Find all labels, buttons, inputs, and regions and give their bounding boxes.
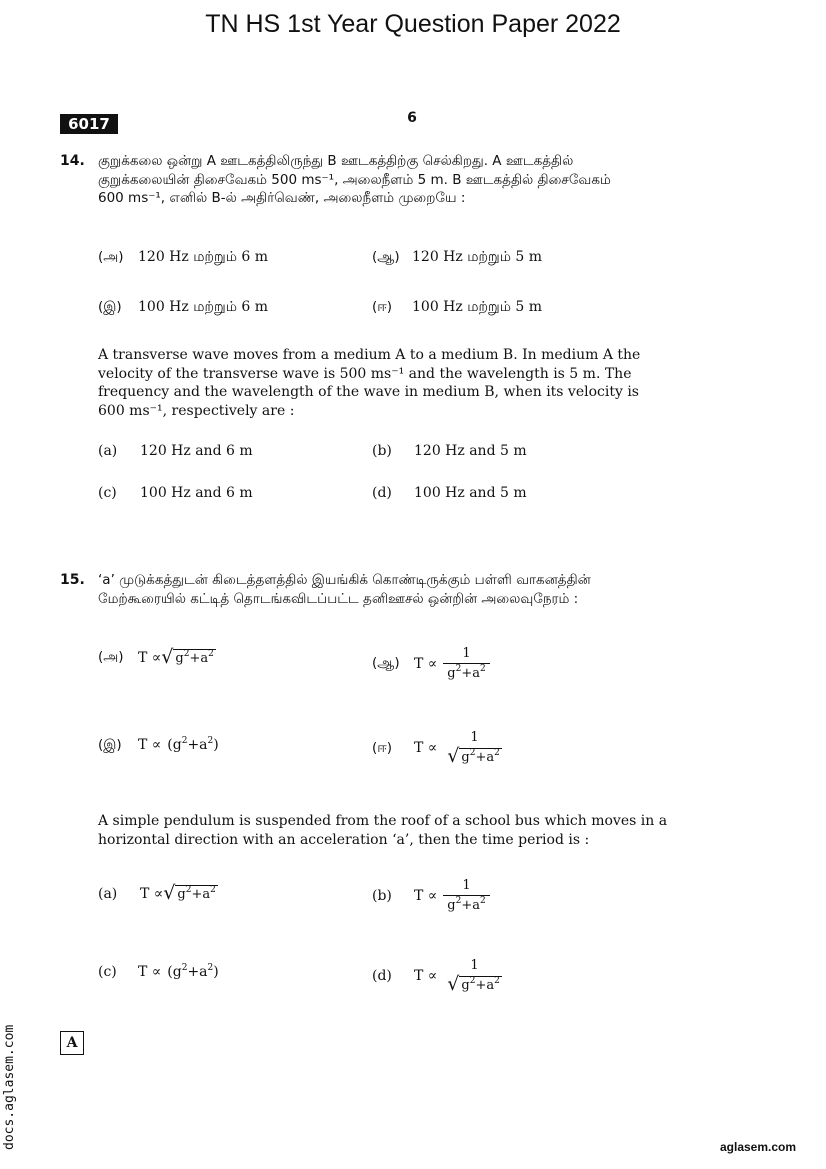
fraction: 1 √ $g^2+a^2$ xyxy=(447,958,500,995)
q15-tamil-option-c: (இ) T ∝ $(g^2+a^2)$ xyxy=(98,736,219,754)
q14-option-d: (d) 100 Hz and 5 m xyxy=(372,485,527,501)
fraction: 1 √ $g^2+a^2$ xyxy=(447,730,500,767)
q15-tamil-line-1: ‘a’ முடுக்கத்துடன் கிடைத்தளத்தில் இயங்கிக் கொண்டிருக்கும் பள்ளி வாகனத்தின் xyxy=(98,572,591,588)
q14-tamil-option-b: (ஆ) 120 Hz மற்றும் 5 m xyxy=(372,249,543,265)
booklet-type-box: A xyxy=(60,1031,84,1055)
q14-tamil-option-c: (இ) 100 Hz மற்றும் 6 m xyxy=(98,299,269,315)
q15-tamil-option-a: (அ) T ∝ √ $g^2+a^2$ xyxy=(98,646,214,668)
q14-english-text xyxy=(98,346,730,420)
square-root-sign: √ $g^2+a^2$ xyxy=(163,882,216,904)
q14-english-line-1: A transverse wave moves from a medium A to a medium B. In medium A the xyxy=(98,347,641,363)
q15-option-a: (a) T ∝ √ $g^2+a^2$ xyxy=(98,882,216,904)
q14-option-c: (c) 100 Hz and 6 m xyxy=(98,485,253,501)
q15-tamil-option-d: (ஈ) T ∝ 1 √ $g^2+a^2$ xyxy=(372,730,506,766)
question-number-15: 15. xyxy=(60,572,85,588)
q14-english-line-4: 600 ms⁻¹, respectively are : xyxy=(98,402,295,419)
q14-tamil-text xyxy=(98,152,730,208)
q15-tamil-line-2: மேற்கூரையில் கட்டித் தொடங்கவிடப்பட்ட தனிஊசல் ஒன்றின் அலைவுநேரம் : xyxy=(98,590,579,607)
square-root-sign: √ $g^2+a^2$ xyxy=(161,646,214,668)
q14-option-a: (a) 120 Hz and 6 m xyxy=(98,443,253,459)
q15-english-line-1: A simple pendulum is suspended from the roof of a school bus which moves in a xyxy=(98,813,668,829)
q14-tamil-line-1: குறுக்கலை ஒன்று A ஊடகத்திலிருந்து B ஊடகத்திற்கு செல்கிறது. A ஊடகத்தில் xyxy=(98,153,574,169)
q15-tamil-option-b: (ஆ) T ∝ $\frac{1}{g^2+a^2}$ xyxy=(372,646,490,681)
paper-code-badge: 6017 xyxy=(60,114,118,134)
q14-tamil-line-2: குறுக்கலையின் திசைவேகம் 500 ms⁻¹, அலைநீளம் 5 m. B ஊடகத்தில் திசைவேகம் xyxy=(98,171,611,188)
q15-tamil-text xyxy=(98,571,738,608)
page-number: 6 xyxy=(407,110,417,126)
q15-option-d: (d) T ∝ 1 √ $g^2+a^2$ xyxy=(372,958,506,994)
q14-tamil-option-a: (அ) 120 Hz மற்றும் 6 m xyxy=(98,249,269,265)
footer-brand: aglasem.com xyxy=(720,1140,797,1154)
q14-english-line-3: frequency and the wavelength of the wave in medium B, when its velocity is xyxy=(98,384,639,400)
q14-option-b: (b) 120 Hz and 5 m xyxy=(372,443,527,459)
fraction: $\frac{1}{g^2+a^2}$ xyxy=(443,646,489,681)
question-number-14: 14. xyxy=(60,153,85,169)
page-header-title: TN HS 1st Year Question Paper 2022 xyxy=(205,10,621,38)
q15-option-c: (c) T ∝ $(g^2+a^2)$ xyxy=(98,963,219,980)
q15-english-line-2: horizontal direction with an acceleration ‘a’, then the time period is : xyxy=(98,831,590,848)
side-watermark: docs.aglasem.com xyxy=(2,1024,17,1150)
q14-tamil-line-3: 600 ms⁻¹, எனில் B-ல் அதிர்வெண், அலைநீளம் முறையே : xyxy=(98,190,466,206)
fraction: $\frac{1}{g^2+a^2}$ xyxy=(443,878,489,913)
q14-english-line-2: velocity of the transverse wave is 500 ms⁻¹ and the wavelength is 5 m. The xyxy=(98,365,632,382)
q15-english-text xyxy=(98,812,730,849)
q15-option-b: (b) T ∝ $\frac{1}{g^2+a^2}$ xyxy=(372,878,490,913)
q14-tamil-option-d: (ஈ) 100 Hz மற்றும் 5 m xyxy=(372,299,543,315)
